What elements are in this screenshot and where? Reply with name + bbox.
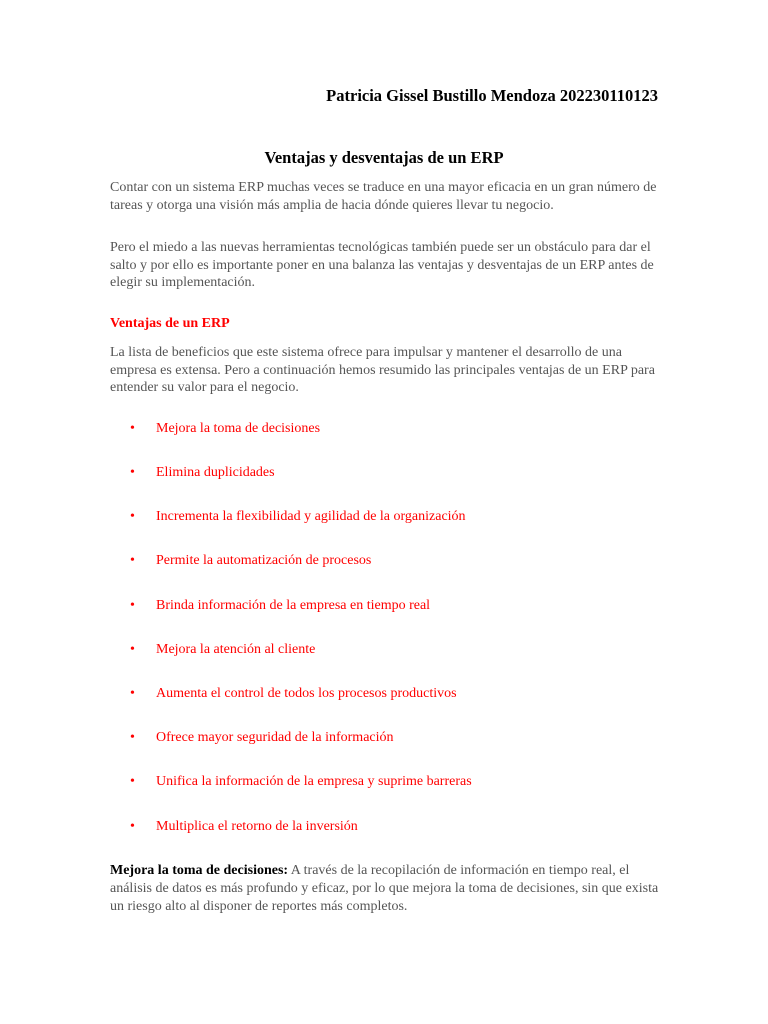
- bullet-icon: •: [130, 730, 135, 745]
- list-item-label: Ofrece mayor seguridad de la información: [156, 730, 394, 745]
- list-item-label: Brinda información de la empresa en tiempo real: [156, 598, 431, 613]
- list-item-label: Unifica la información de la empresa y suprime barreras: [156, 774, 472, 789]
- bullet-icon: •: [130, 642, 135, 657]
- list-item: [130, 507, 690, 527]
- list-item: [130, 817, 690, 837]
- bullet-icon: •: [130, 819, 135, 834]
- list-item-label: Aumenta el control de todos los procesos productivos: [156, 686, 457, 701]
- list-item: [130, 772, 690, 792]
- document-title: Ventajas y desventajas de un ERP: [264, 148, 504, 167]
- intro-paragraph-1: Contar con un sistema ERP muchas veces se traduce en una mayor eficacia en un gran número de tareas y otorga una visión más amplia de hacia dónde quieres llevar tu negocio.: [110, 180, 657, 213]
- bullet-icon: •: [130, 421, 135, 436]
- list-item-label: Multiplica el retorno de la inversión: [156, 819, 358, 834]
- detail-paragraph: [110, 862, 662, 916]
- section-intro-paragraph: La lista de beneficios que este sistema ofrece para impulsar y mantener el desarrollo de una empresa es extensa. Pero a continuación hemos resumido las principales ventajas de un ERP para entender su valor para el negocio.: [110, 345, 655, 395]
- list-item-label: Mejora la toma de decisiones: [156, 421, 321, 436]
- list-item: [130, 463, 690, 483]
- list-item-label: Incrementa la flexibilidad y agilidad de la organización: [156, 509, 466, 524]
- bullet-icon: •: [130, 465, 135, 480]
- list-item: [130, 551, 690, 571]
- bullet-icon: •: [130, 509, 135, 524]
- author-line: Patricia Gissel Bustillo Mendoza 202230110123: [326, 86, 658, 105]
- list-item-label: Permite la automatización de procesos: [156, 553, 372, 568]
- list-item: [130, 684, 690, 704]
- section-heading: Ventajas de un ERP: [110, 316, 230, 331]
- bullet-icon: •: [130, 686, 135, 701]
- list-item: [130, 596, 690, 616]
- bullet-icon: •: [130, 598, 135, 613]
- list-item-label: Mejora la atención al cliente: [156, 642, 316, 657]
- list-item: [130, 640, 690, 660]
- detail-lead: Mejora la toma de decisiones:: [110, 863, 289, 878]
- list-item: [130, 419, 690, 439]
- list-item: [130, 728, 690, 748]
- bullet-icon: •: [130, 774, 135, 789]
- intro-paragraph-2: Pero el miedo a las nuevas herramientas tecnológicas también puede ser un obstáculo para dar el salto y por ello es importante poner en una balanza las ventajas y desventajas de un ERP antes de elegir su implementación.: [110, 240, 654, 290]
- list-item-label: Elimina duplicidades: [156, 465, 275, 480]
- detail-text: A través de la recopilación de información en tiempo real, el análisis de datos es más profundo y eficaz, por lo que mejora la toma de decisiones, sin que exista un riesgo alto al disponer de reportes más completos.: [110, 863, 659, 914]
- bullet-icon: •: [130, 553, 135, 568]
